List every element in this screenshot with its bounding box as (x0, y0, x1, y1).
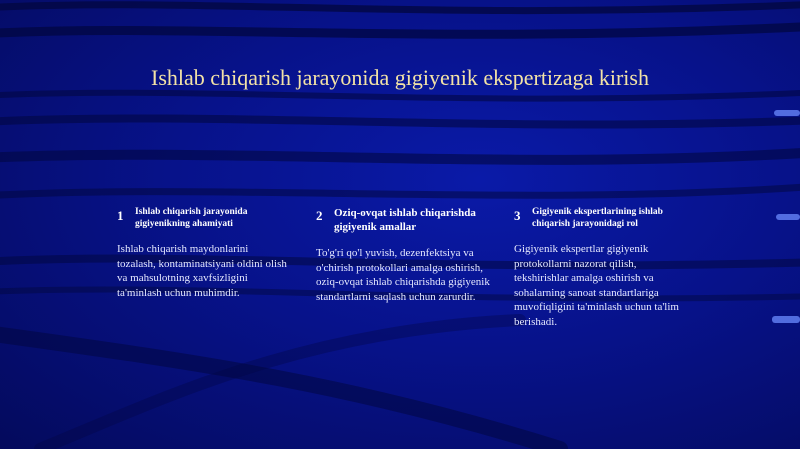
column-3-body: Gigiyenik ekspertlar gigiyenik protokollarni nazorat qilish, tekshirishlar amalga oshirish va sohalarning sanoat standartlariga muvofiqligini ta'minlash uchun ta'lim berishadi. (514, 243, 679, 328)
slide-title: Ishlab chiqarish jarayonida gigiyenik ekspertizaga kirish (151, 65, 649, 90)
column-3-heading: Gigiyenik ekspertlarining ishlab chiqarish jarayonidagi rol (532, 207, 663, 229)
column-1-heading: Ishlab chiqarish jarayonida gigiyenikning ahamiyati (135, 207, 248, 229)
column-1-header (117, 206, 287, 230)
column-3-number: 3 (514, 208, 521, 223)
column-2-number: 2 (316, 208, 323, 223)
column-3-header (514, 206, 684, 230)
column-2-heading: Oziq-ovqat ishlab chiqarishda gigiyenik amallar (334, 207, 476, 233)
column-2-header (316, 206, 492, 234)
column-1-body: Ishlab chiqarish maydonlarini tozalash, kontaminatsiyani oldini olish va mahsulotning xavfsizligini ta'minlash uchun muhimdir. (117, 243, 287, 299)
column-2 (316, 206, 492, 304)
column-2-body: To'g'ri qo'l yuvish, dezenfektsiya va o'chirish protokollari amalga oshirish, oziq-ovqat ishlab chiqarishda gigiyenik standartlarni saqlash uchun zarurdir. (316, 247, 490, 303)
column-1 (117, 206, 287, 300)
column-3 (514, 206, 684, 329)
column-1-number: 1 (117, 208, 124, 223)
